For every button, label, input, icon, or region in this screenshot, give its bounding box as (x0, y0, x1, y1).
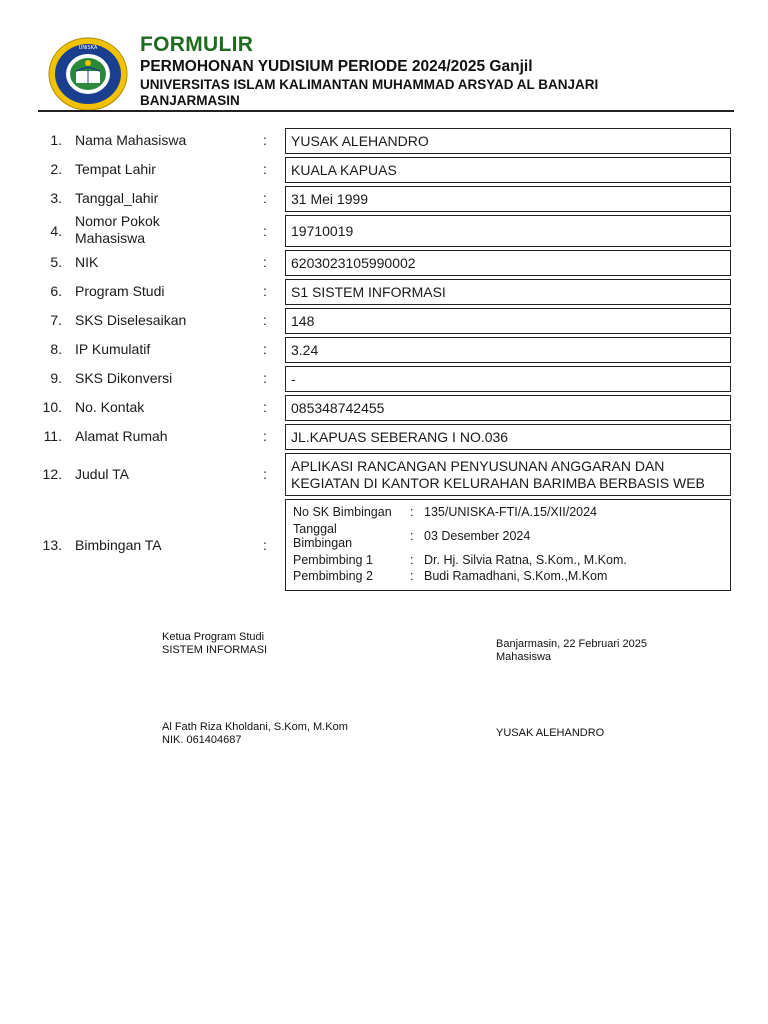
field-label: IP Kumulatif (75, 341, 151, 357)
field-label: SKS Diselesaikan (75, 312, 187, 328)
field-row (0, 453, 768, 496)
field-label: Bimbingan TA (75, 537, 162, 553)
field-row (0, 157, 768, 183)
field-label: Nama Mahasiswa (75, 132, 187, 148)
field-label: Program Studi (75, 283, 165, 299)
field-label: Tanggal_lahir (75, 190, 159, 206)
bimbingan-label: Tanggal Bimbingan (293, 522, 353, 550)
kaprodi-name: Al Fath Riza Kholdani, S.Kom, M.Kom (162, 721, 348, 733)
field-row (0, 250, 768, 276)
field-label: SKS Dikonversi (75, 370, 173, 386)
bimbingan-colon: : (410, 505, 414, 519)
field-colon: : (263, 428, 267, 444)
field-label: No. Kontak (75, 399, 145, 415)
field-row (0, 424, 768, 450)
field-row (0, 128, 768, 154)
field-value: 148 (291, 312, 315, 329)
field-colon: : (263, 370, 267, 386)
field-colon: : (263, 466, 267, 482)
field-colon: : (263, 399, 267, 415)
field-row (0, 308, 768, 334)
field-value-box (285, 279, 731, 305)
field-colon: : (263, 341, 267, 357)
field-number: 7. (50, 312, 62, 328)
field-number: 1. (50, 132, 62, 148)
field-colon: : (263, 312, 267, 328)
bimbingan-value: Dr. Hj. Silvia Ratna, S.Kom., M.Kom. (424, 553, 627, 567)
field-value: 3.24 (291, 341, 319, 358)
bimbingan-colon: : (410, 553, 414, 567)
field-number: 10. (42, 399, 62, 415)
field-number: 5. (50, 254, 62, 270)
field-value-box (285, 157, 731, 183)
bimbingan-label: Pembimbing 1 (293, 553, 373, 567)
field-colon: : (263, 537, 267, 553)
field-row (0, 395, 768, 421)
field-number: 2. (50, 161, 62, 177)
field-number: 3. (50, 190, 62, 206)
field-value: JL.KAPUAS SEBERANG I NO.036 (291, 428, 509, 445)
field-number: 4. (50, 223, 62, 239)
field-value-box (285, 215, 731, 247)
place-date: Banjarmasin, 22 Februari 2025 (496, 638, 648, 650)
kaprodi-role: Ketua Program Studi (162, 631, 265, 643)
field-number: 13. (42, 537, 62, 553)
field-value-box (285, 128, 731, 154)
field-value: KUALA KAPUAS (291, 161, 397, 178)
left-signature-title (162, 631, 267, 657)
field-label: Alamat Rumah (75, 428, 168, 444)
field-value-box (285, 337, 731, 363)
field-number: 6. (50, 283, 62, 299)
field-row (0, 337, 768, 363)
field-number: 12. (42, 466, 62, 482)
field-label: Nomor Pokok Mahasiswa (75, 213, 160, 246)
bimbingan-value: Budi Ramadhani, S.Kom.,M.Kom (424, 569, 608, 583)
left-signature-name (162, 721, 348, 747)
field-value: 31 Mei 1999 (291, 190, 369, 207)
field-number: 8. (50, 341, 62, 357)
student-name: YUSAK ALEHANDRO (496, 727, 605, 739)
field-label: Judul TA (75, 466, 129, 482)
bimbingan-colon: : (410, 569, 414, 583)
field-value: S1 SISTEM INFORMASI (291, 283, 446, 300)
field-row (0, 215, 768, 247)
field-value-box (285, 453, 731, 496)
kaprodi-nik: NIK. 061404687 (162, 734, 242, 746)
field-value-box (285, 424, 731, 450)
university-name: UNIVERSITAS ISLAM KALIMANTAN MUHAMMAD ARSYAD AL BANJARI BANJARMASIN (140, 77, 599, 108)
field-colon: : (263, 254, 267, 270)
field-colon: : (263, 190, 267, 206)
field-colon: : (263, 161, 267, 177)
field-row (0, 366, 768, 392)
field-colon: : (263, 223, 267, 239)
field-value-box (285, 395, 731, 421)
form-title: FORMULIR (140, 33, 254, 56)
field-colon: : (263, 132, 267, 148)
field-value: 19710019 (291, 222, 354, 239)
bimbingan-box (285, 499, 731, 591)
svg-text:UNISKA: UNISKA (78, 45, 98, 51)
bimbingan-colon: : (410, 529, 414, 543)
bimbingan-value: 03 Desember 2024 (424, 529, 531, 543)
student-role: Mahasiswa (496, 651, 552, 663)
field-colon: : (263, 283, 267, 299)
kaprodi-program: SISTEM INFORMASI (162, 644, 268, 656)
university-logo (48, 37, 128, 111)
field-value-box (285, 250, 731, 276)
field-row (0, 279, 768, 305)
field-row (0, 186, 768, 212)
field-value: APLIKASI RANCANGAN PENYUSUNAN ANGGARAN DAN KEGIATAN DI KANTOR KELURAHAN BARIMBA BERBASIS WEB (291, 458, 705, 491)
field-value-box (285, 308, 731, 334)
field-value: 085348742455 (291, 399, 385, 416)
bimbingan-value: 135/UNISKA-FTI/A.15/XII/2024 (424, 505, 597, 519)
field-value: - (291, 370, 296, 387)
field-number: 9. (50, 370, 62, 386)
form-subtitle: PERMOHONAN YUDISIUM PERIODE 2024/2025 Ganjil (140, 58, 533, 75)
bimbingan-label: No SK Bimbingan (293, 505, 392, 519)
right-signature-title (496, 638, 647, 664)
field-label: Tempat Lahir (75, 161, 156, 177)
bimbingan-label: Pembimbing 2 (293, 569, 373, 583)
field-value-box (285, 186, 731, 212)
header-divider (38, 110, 734, 112)
field-value: YUSAK ALEHANDRO (291, 132, 429, 149)
field-value-box (285, 366, 731, 392)
field-number: 11. (43, 428, 62, 444)
field-value: 6203023105990002 (291, 254, 416, 271)
field-label: NIK (75, 254, 99, 270)
